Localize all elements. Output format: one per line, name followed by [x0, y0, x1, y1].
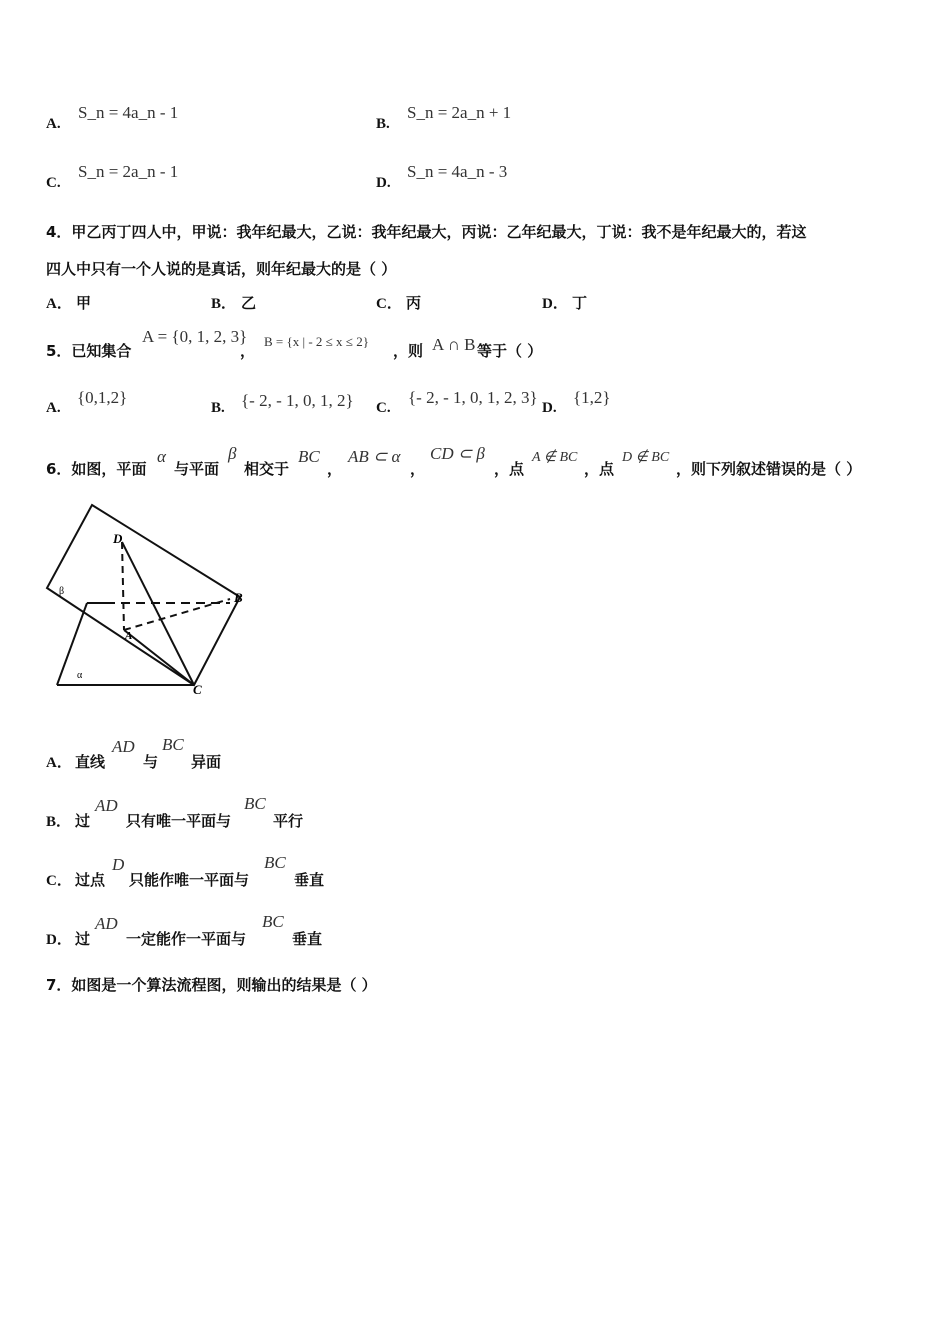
label-b: B — [234, 590, 243, 605]
option-label: B． — [46, 814, 72, 830]
q6-beta: β — [228, 444, 237, 463]
q5-then: ，则 — [393, 342, 424, 360]
label-beta: β — [59, 586, 65, 597]
option-label: D. — [376, 175, 391, 191]
option-math: AD — [95, 796, 118, 815]
option-label: B. — [211, 400, 225, 416]
q4-stem-line1: 4．甲乙丙丁四人中，甲说：我年纪最大，乙说：我年纪最大，丙说：乙年纪最大，丁说：我不是年纪最大的，若这 — [46, 223, 807, 241]
q6-d-not-bc: D ∉ BC — [622, 450, 670, 465]
q6-alpha: α — [157, 447, 166, 466]
q6-text-8: ，则下列叙述错误的是（ ） — [676, 460, 862, 478]
q5-comma: ， — [240, 342, 256, 360]
label-d: D — [113, 531, 123, 546]
option-label: A． — [46, 755, 72, 771]
q6-cd-in-beta: CD ⊂ β — [430, 444, 485, 463]
option-text: 垂直 — [294, 871, 325, 889]
option-text: 一定能作一平面与 — [126, 930, 247, 948]
q4-stem-line2: 四人中只有一个人说的是真话，则年纪最大的是（ ） — [46, 260, 397, 278]
option-math: AD — [95, 914, 118, 933]
option-text: 过 — [75, 930, 91, 948]
option-text: 过 — [75, 812, 91, 830]
option-value: {- 2, - 1, 0, 1, 2, 3} — [408, 388, 538, 407]
option-label: C． — [46, 873, 72, 889]
option-math: BC — [162, 735, 184, 754]
q6-text-2: 与平面 — [174, 460, 220, 478]
option-text: 乙 — [241, 294, 257, 312]
option-text: 直线 — [75, 753, 106, 771]
option-label: C. — [376, 400, 391, 416]
option-label: C. — [46, 175, 61, 191]
option-text: 只能作唯一平面与 — [129, 871, 250, 889]
plane-alpha-left-edge — [57, 603, 87, 685]
option-label: D． — [46, 932, 72, 948]
option-value: {1,2} — [573, 388, 611, 407]
option-math: AD — [112, 737, 135, 756]
option-value: {- 2, - 1, 0, 1, 2} — [241, 391, 354, 410]
formula: S_n = 4a_n - 1 — [78, 103, 179, 122]
option-text: 过点 — [75, 871, 106, 889]
q6-text-5: ， — [410, 460, 426, 478]
segment-da — [122, 542, 124, 630]
option-text: 垂直 — [292, 930, 323, 948]
q5-suffix: 等于（ ） — [477, 342, 543, 360]
q6-text-3: 相交于 — [244, 460, 290, 478]
q6-text-4: ， — [327, 460, 343, 478]
option-label: D. — [542, 400, 557, 416]
option-text: 与 — [143, 753, 159, 771]
q6-text-1: 6．如图，平面 — [46, 460, 147, 478]
formula: S_n = 4a_n - 3 — [407, 162, 508, 181]
q6-text-6: ，点 — [494, 460, 525, 478]
option-label: D． — [542, 296, 568, 312]
option-label: B． — [211, 296, 237, 312]
q5-set-b: B = {x | - 2 ≤ x ≤ 2} — [264, 334, 369, 349]
option-math: BC — [264, 853, 286, 872]
label-alpha: α — [77, 670, 83, 681]
q7-stem: 7．如图是一个算法流程图，则输出的结果是（ ） — [46, 976, 377, 994]
option-label: A． — [46, 296, 72, 312]
q5-prefix: 5．已知集合 — [46, 342, 132, 360]
option-text: 丁 — [572, 294, 588, 312]
label-c: C — [193, 682, 202, 697]
q5-intersection: A ∩ B — [432, 335, 476, 354]
option-math: BC — [244, 794, 266, 813]
option-label: A. — [46, 116, 61, 132]
q6-ab-in-alpha: AB ⊂ α — [348, 447, 401, 466]
q6-planes-figure — [40, 498, 255, 703]
label-a: A — [125, 630, 133, 642]
option-label: C． — [376, 296, 402, 312]
formula: S_n = 2a_n - 1 — [78, 162, 179, 181]
q6-bc: BC — [298, 447, 320, 466]
option-text: 只有唯一平面与 — [126, 812, 232, 830]
option-text: 异面 — [191, 753, 222, 771]
q6-a-not-bc: A ∉ BC — [532, 450, 578, 465]
segment-ac — [124, 630, 194, 685]
plane-beta-outline — [47, 505, 240, 685]
option-value: {0,1,2} — [77, 388, 128, 407]
option-math: D — [112, 855, 125, 874]
option-label: B. — [376, 116, 390, 132]
formula: S_n = 2a_n + 1 — [407, 103, 512, 122]
option-text: 丙 — [406, 294, 422, 312]
q6-text-7: ，点 — [584, 460, 615, 478]
option-text: 平行 — [273, 812, 304, 830]
option-text: 甲 — [76, 294, 92, 312]
option-math: BC — [262, 912, 284, 931]
q5-set-a: A = {0, 1, 2, 3} — [142, 327, 248, 346]
option-label: A. — [46, 400, 61, 416]
